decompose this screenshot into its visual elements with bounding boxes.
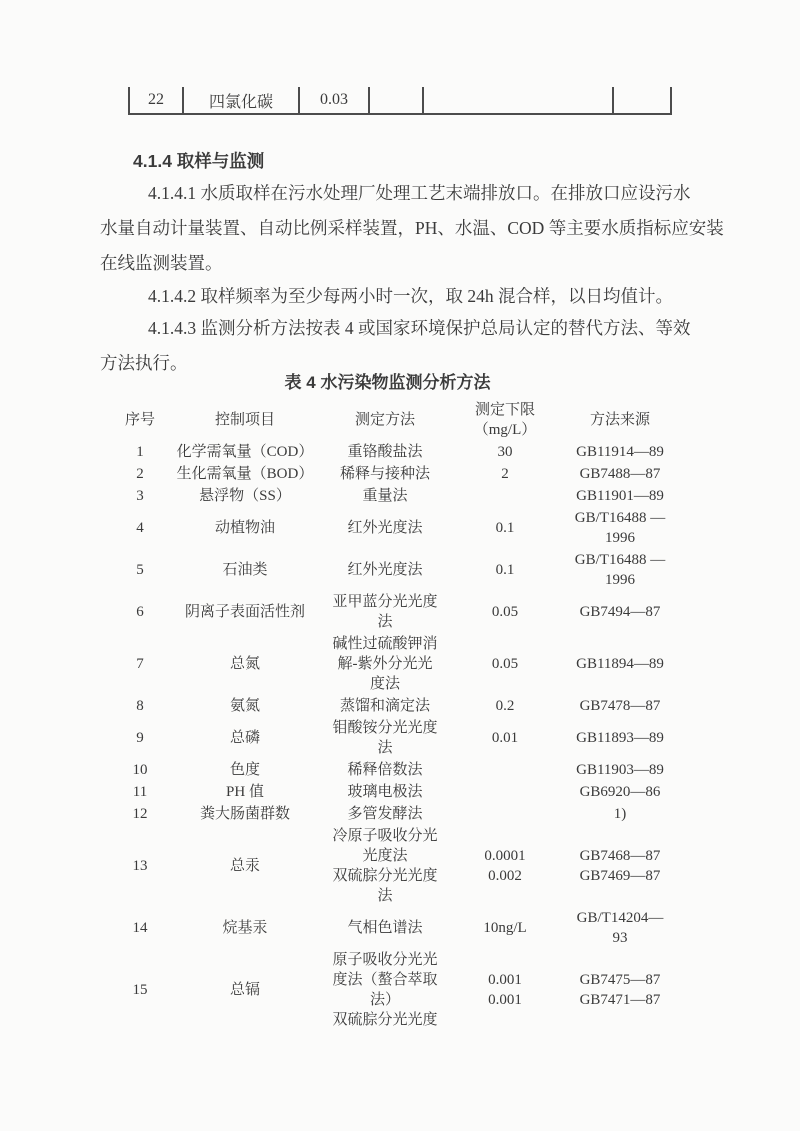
cell-control-item — [180, 592, 310, 632]
cell-method-source — [550, 908, 690, 948]
cell-line: 14 — [132, 920, 148, 936]
header-label: 序号 — [124, 412, 155, 428]
cell-line: 0.05 — [491, 656, 519, 672]
cell-method-source — [550, 486, 690, 506]
table-row — [100, 696, 690, 716]
cell-line: 石油类 — [222, 562, 268, 578]
cell-no — [100, 782, 180, 802]
cell-line: 法 — [377, 888, 393, 904]
cell-detection-limit — [460, 486, 550, 506]
cell-line: 红外光度法 — [347, 520, 423, 536]
cell-line: 9 — [136, 730, 144, 746]
cell-line: 解-紫外分光光 — [337, 656, 433, 672]
table-row — [100, 908, 690, 948]
paragraph-line: 4.1.4.3 监测分析方法按表 4 或国家环境保护总局认定的替代方法、等效 — [148, 318, 691, 338]
cell-line: 0.002 — [488, 868, 522, 884]
cell-method-source — [550, 804, 690, 824]
cell-line: 0.001 — [488, 972, 522, 988]
table-body — [100, 442, 690, 1030]
cell-line: GB7471—87 — [579, 992, 661, 1008]
cell-line: 15 — [132, 982, 148, 998]
table-row — [100, 592, 690, 632]
cell-line: 蒸馏和滴定法 — [339, 698, 430, 714]
cell-line: 阴离子表面活性剂 — [184, 604, 305, 620]
cell-method — [310, 782, 460, 802]
cell-line: 光度法 — [362, 848, 408, 864]
cell-method — [310, 464, 460, 484]
cell-line: 重量法 — [362, 488, 408, 504]
cell-detection-limit — [460, 634, 550, 694]
cell-line: 7 — [136, 656, 144, 672]
cell-line: GB7488—87 — [579, 466, 661, 482]
cell-method-source — [550, 826, 690, 906]
cell-line: GB/T14204— — [576, 910, 664, 926]
cell-no — [100, 634, 180, 694]
table-row — [100, 508, 690, 548]
cell-method-source — [550, 634, 690, 694]
cell-line: 法 — [377, 740, 393, 756]
cell-detection-limit — [460, 950, 550, 1030]
cell-line: GB7475—87 — [579, 972, 661, 988]
cell-line: GB/T16488 — — [574, 510, 666, 526]
cell-method-source — [550, 696, 690, 716]
cell-line: GB11893—89 — [576, 730, 664, 746]
cell-line: 钼酸铵分光光度 — [332, 720, 438, 736]
cell-no — [100, 696, 180, 716]
paragraph-line: 在线监测装置。 — [100, 253, 223, 273]
cell-line: 烷基汞 — [222, 920, 268, 936]
table-row — [100, 486, 690, 506]
cell-method — [310, 486, 460, 506]
table-row — [100, 782, 690, 802]
cell-detection-limit — [460, 592, 550, 632]
header-control-item — [180, 400, 310, 440]
table-header-row — [100, 400, 690, 440]
cell-no — [100, 804, 180, 824]
cell-line: 3 — [136, 488, 144, 504]
cell-no — [100, 486, 180, 506]
header-method — [310, 400, 460, 440]
cell-line: 化学需氧量（COD） — [176, 444, 314, 460]
cell-line: 0.001 — [488, 992, 522, 1008]
cell-detection-limit — [460, 550, 550, 590]
cell-line: 13 — [132, 858, 148, 874]
cell-no — [100, 908, 180, 948]
cell-line: 0.05 — [491, 604, 519, 620]
cell-line: 1 — [136, 444, 144, 460]
cell-detection-limit — [460, 442, 550, 462]
cell-no — [100, 442, 180, 462]
top-table-cell-empty — [422, 87, 612, 113]
cell-method-source — [550, 592, 690, 632]
cell-line: GB7494—87 — [579, 604, 661, 620]
cell-line: 10ng/L — [483, 920, 527, 936]
cell-line: 4 — [136, 520, 144, 536]
table-row — [100, 826, 690, 906]
cell-control-item — [180, 508, 310, 548]
cell-line: 总氮 — [229, 656, 260, 672]
cell-method — [310, 908, 460, 948]
cell-line: 总镉 — [229, 982, 260, 998]
cell-line: 6 — [136, 604, 144, 620]
cell-detection-limit — [460, 804, 550, 824]
section-heading: 4.1.4 取样与监测 — [133, 151, 265, 171]
table-row — [100, 718, 690, 758]
cell-line: 0.1 — [495, 562, 515, 578]
header-label: （mg/L） — [473, 422, 537, 438]
cell-no — [100, 508, 180, 548]
cell-method — [310, 442, 460, 462]
header-method-source — [550, 400, 690, 440]
table-row — [100, 804, 690, 824]
cell-line: GB7478—87 — [579, 698, 661, 714]
header-label: 测定下限 — [474, 402, 535, 418]
cell-line: 12 — [132, 806, 148, 822]
cell-line: 5 — [136, 562, 144, 578]
cell-line: 红外光度法 — [347, 562, 423, 578]
cell-line: GB6920—86 — [579, 784, 661, 800]
cell-line: GB11894—89 — [576, 656, 664, 672]
table-row — [100, 550, 690, 590]
cell-control-item — [180, 718, 310, 758]
cell-line: 稀释倍数法 — [347, 762, 423, 778]
cell-no — [100, 550, 180, 590]
table-row — [100, 464, 690, 484]
cell-line: GB11901—89 — [576, 488, 664, 504]
paragraph-line: 4.1.4.1 水质取样在污水处理厂处理工艺末端排放口。在排放口应设污水 — [148, 183, 691, 203]
paragraph-line: 4.1.4.2 取样频率为至少每两小时一次，取 24h 混合样，以日均值计。 — [148, 286, 673, 306]
cell-line: 冷原子吸收分光 — [332, 828, 438, 844]
cell-method — [310, 550, 460, 590]
cell-control-item — [180, 826, 310, 906]
paragraph-line: 方法执行。 — [100, 353, 188, 373]
cell-line: GB7469—87 — [579, 868, 661, 884]
cell-detection-limit — [460, 508, 550, 548]
cell-line: 30 — [497, 444, 513, 460]
cell-detection-limit — [460, 826, 550, 906]
cell-line: 亚甲蓝分光光度 — [332, 594, 438, 610]
cell-control-item — [176, 442, 314, 462]
cell-line: 碱性过硫酸钾消 — [332, 636, 438, 652]
cell-line: 多管发酵法 — [347, 806, 423, 822]
cell-control-item — [180, 950, 310, 1030]
table-row — [100, 634, 690, 694]
cell-method-source — [550, 550, 690, 590]
cell-control-item — [180, 486, 310, 506]
cell-no — [100, 464, 180, 484]
cell-method — [310, 826, 460, 906]
cell-line: 1996 — [605, 572, 635, 588]
cell-line: 玻璃电极法 — [347, 784, 423, 800]
paragraph-4142 — [100, 279, 705, 314]
cell-method-source — [550, 508, 690, 548]
cell-line: 法 — [377, 614, 393, 630]
cell-line: 1) — [613, 806, 627, 822]
cell-line: 2 — [501, 466, 509, 482]
header-label: 方法来源 — [589, 412, 650, 428]
cell-line: 10 — [132, 762, 148, 778]
cell-method — [310, 508, 460, 548]
cell-method — [310, 592, 460, 632]
table4-title: 表 4 水污染物监测分析方法 — [284, 373, 491, 392]
cell-line: 气相色谱法 — [347, 920, 423, 936]
cell-detection-limit — [460, 782, 550, 802]
cell-line: 总汞 — [229, 858, 260, 874]
cell-line: 氨氮 — [229, 698, 260, 714]
cell-line: PH 值 — [226, 784, 264, 800]
top-table-cell-empty — [612, 87, 672, 113]
cell-method-source — [550, 718, 690, 758]
cell-method-source — [550, 464, 690, 484]
table-row — [100, 760, 690, 780]
cell-line: GB/T16488 — — [574, 552, 666, 568]
cell-line: 色度 — [229, 762, 260, 778]
cell-line: 11 — [132, 784, 148, 800]
header-no — [100, 400, 180, 440]
cell-detection-limit — [460, 696, 550, 716]
cell-control-item — [180, 760, 310, 780]
cell-line: 重铬酸盐法 — [347, 444, 423, 460]
cell-line: GB7468—87 — [579, 848, 661, 864]
cell-method — [310, 634, 460, 694]
cell-line: 稀释与接种法 — [339, 466, 430, 482]
cell-line: 原子吸收分光光 — [332, 952, 438, 968]
cell-method-source — [550, 950, 690, 1030]
table-row — [100, 950, 690, 1030]
top-table-fragment — [128, 87, 672, 115]
cell-control-item — [180, 634, 310, 694]
cell-control-item — [180, 696, 310, 716]
cell-no — [100, 592, 180, 632]
cell-method — [310, 718, 460, 758]
header-detection-limit — [460, 400, 550, 440]
cell-line: 8 — [136, 698, 144, 714]
cell-method — [310, 696, 460, 716]
cell-line: 双硫腙分光光度 — [332, 1012, 438, 1028]
cell-line: 悬浮物（SS） — [199, 488, 291, 504]
table-row — [100, 442, 690, 462]
cell-line: 1996 — [605, 530, 635, 546]
cell-line: 动植物油 — [214, 520, 275, 536]
top-table-cell-no: 22 — [128, 87, 182, 113]
cell-line: 度法（螯合萃取 — [332, 972, 438, 988]
cell-detection-limit — [460, 464, 550, 484]
cell-line: GB11914—89 — [576, 444, 664, 460]
cell-control-item — [180, 550, 310, 590]
top-table-cell-value: 0.03 — [298, 87, 368, 113]
cell-method-source — [550, 442, 690, 462]
cell-method-source — [550, 782, 690, 802]
cell-detection-limit — [460, 718, 550, 758]
cell-method — [310, 804, 460, 824]
cell-line: 总磷 — [229, 730, 260, 746]
cell-detection-limit — [460, 760, 550, 780]
cell-control-item — [180, 782, 310, 802]
cell-no — [100, 950, 180, 1030]
cell-line: 生化需氧量（BOD） — [176, 466, 314, 482]
cell-line: 法） — [369, 992, 400, 1008]
cell-line: 0.0001 — [484, 848, 526, 864]
cell-line: GB11903—89 — [576, 762, 664, 778]
cell-method-source — [550, 760, 690, 780]
top-table-cell-empty — [368, 87, 422, 113]
cell-no — [100, 826, 180, 906]
cell-method — [310, 760, 460, 780]
cell-line: 0.01 — [491, 730, 519, 746]
top-table-cell-item: 四氯化碳 — [182, 87, 298, 113]
cell-line: 粪大肠菌群数 — [199, 806, 290, 822]
cell-no — [100, 718, 180, 758]
cell-control-item — [180, 804, 310, 824]
cell-line: 2 — [136, 466, 144, 482]
cell-control-item — [180, 908, 310, 948]
cell-line: 0.2 — [495, 698, 515, 714]
paragraph-4141 — [100, 176, 724, 281]
cell-line: 度法 — [369, 676, 400, 692]
cell-line: 0.1 — [495, 520, 515, 536]
header-label: 测定方法 — [354, 412, 415, 428]
cell-detection-limit — [460, 908, 550, 948]
cell-line: 双硫腙分光光度 — [332, 868, 438, 884]
cell-method — [310, 950, 460, 1030]
table4 — [100, 400, 690, 1032]
header-label: 控制项目 — [214, 412, 275, 428]
cell-control-item — [176, 464, 314, 484]
cell-line: 93 — [612, 930, 628, 946]
cell-no — [100, 760, 180, 780]
paragraph-line: 水量自动计量装置、自动比例采样装置，PH、水温、COD 等主要水质指标应安装 — [100, 218, 724, 238]
